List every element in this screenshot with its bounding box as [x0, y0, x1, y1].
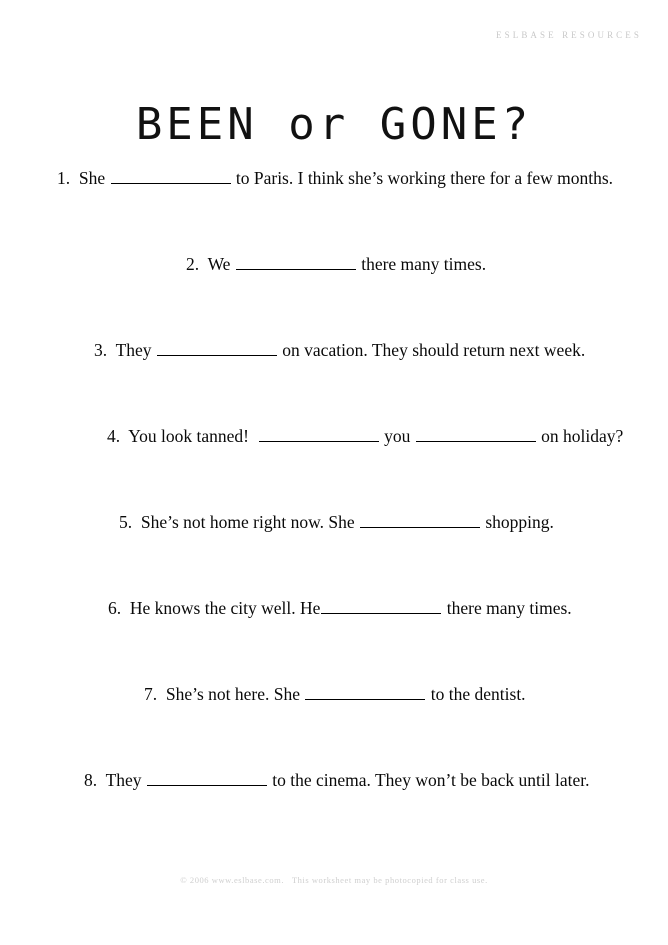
question-number: 6.: [108, 598, 122, 618]
question-item: [0, 254, 668, 340]
answer-blank[interactable]: [147, 771, 267, 786]
question-item: [0, 168, 668, 254]
question-segment-mid: you: [384, 426, 411, 446]
question-segment-pre: They: [105, 770, 142, 790]
question-segment-mid: there many times.: [361, 254, 487, 274]
question-number: 1.: [57, 168, 71, 188]
question-number: 3.: [94, 340, 108, 360]
page-title: BEEN or GONE?: [135, 99, 533, 151]
question-segment-post: on holiday?: [541, 426, 624, 446]
question-text: [0, 254, 486, 274]
question-segment-mid: to the cinema. They won’t be back until later.: [272, 770, 590, 790]
brand-header: ESLBASE RESOURCES: [496, 30, 642, 40]
question-segment-pre: You look tanned!: [128, 426, 249, 446]
question-item: [0, 770, 668, 856]
question-segment-pre: She’s not here. She: [165, 684, 301, 704]
question-text: [0, 340, 585, 360]
answer-blank[interactable]: [236, 255, 356, 270]
question-segment-pre: She’s not home right now. She: [140, 512, 355, 532]
question-number: 5.: [119, 512, 133, 532]
question-number: 4.: [107, 426, 121, 446]
question-text: [0, 684, 526, 704]
answer-blank-secondary[interactable]: [416, 427, 536, 442]
question-text: [0, 168, 613, 188]
question-text: [0, 770, 589, 790]
question-number: 2.: [186, 254, 200, 274]
question-item: [0, 512, 668, 598]
answer-blank[interactable]: [157, 341, 277, 356]
question-segment-mid: shopping.: [485, 512, 554, 532]
question-text: [0, 426, 623, 446]
question-segment-pre: She: [78, 168, 106, 188]
question-item: [0, 340, 668, 426]
question-item: [0, 598, 668, 684]
question-item: [0, 684, 668, 770]
question-segment-mid: there many times.: [446, 598, 572, 618]
answer-blank[interactable]: [360, 513, 480, 528]
question-number: 7.: [144, 684, 158, 704]
question-segment-pre: We: [207, 254, 231, 274]
question-segment-mid: on vacation. They should return next week.: [282, 340, 586, 360]
answer-blank[interactable]: [321, 599, 441, 614]
answer-blank[interactable]: [111, 169, 231, 184]
question-text: [0, 598, 572, 618]
question-list: [0, 168, 668, 856]
question-segment-mid: to the dentist.: [430, 684, 526, 704]
question-segment-pre: They: [115, 340, 152, 360]
answer-blank[interactable]: [305, 685, 425, 700]
question-item: [0, 426, 668, 512]
question-number: 8.: [84, 770, 98, 790]
question-text: [0, 512, 554, 532]
question-segment-pre: He knows the city well. He: [129, 598, 321, 618]
footer-copyright: © 2006 www.eslbase.com. This worksheet may be photocopied for class use.: [180, 875, 488, 885]
question-segment-mid: to Paris. I think she’s working there for a few months.: [235, 168, 614, 188]
answer-blank[interactable]: [259, 427, 379, 442]
